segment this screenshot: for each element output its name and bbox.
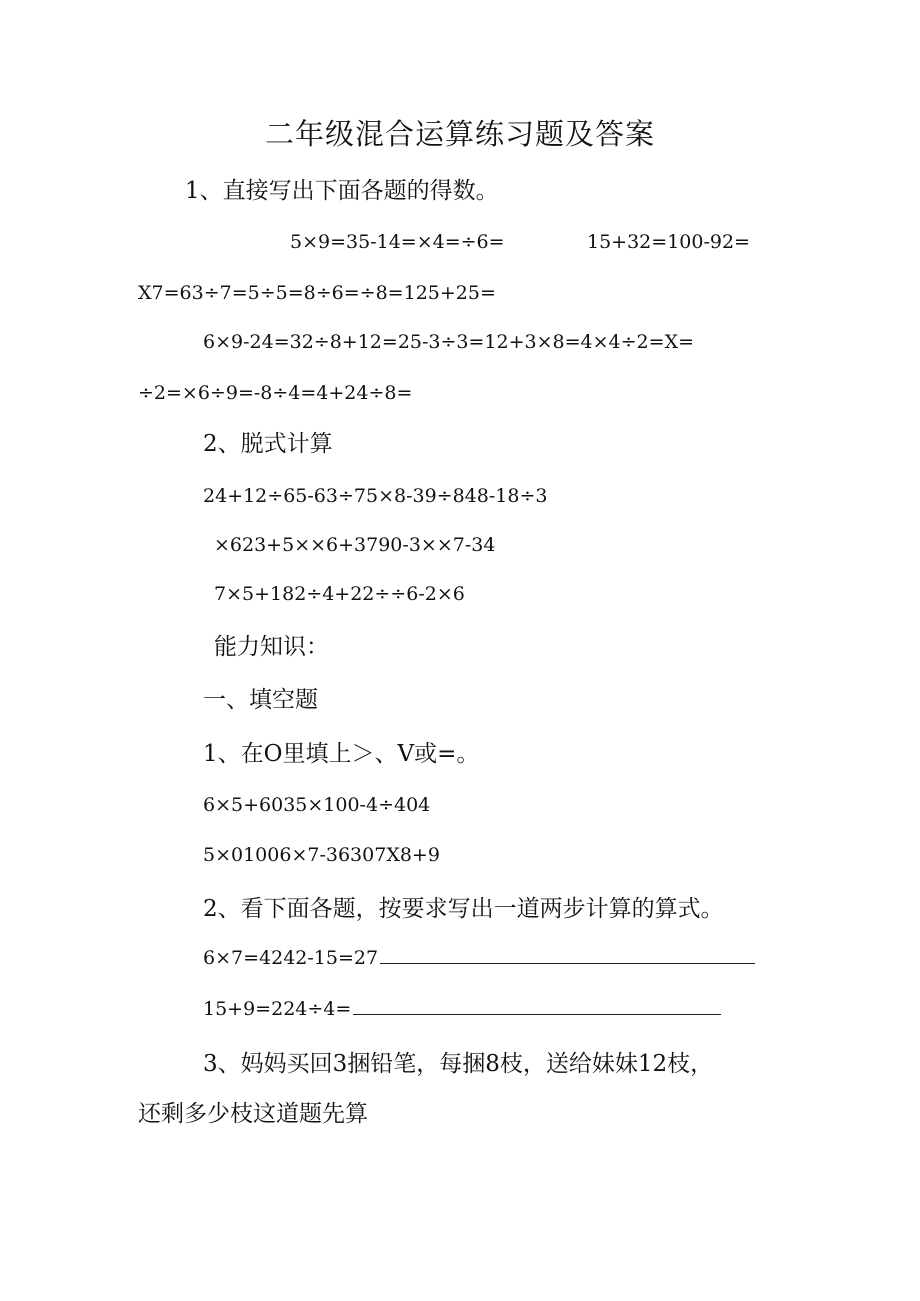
answer-blank-2 — [353, 1013, 721, 1015]
answer-blank-1 — [380, 962, 755, 964]
section2-heading: 2、脱式计算 — [203, 431, 333, 457]
section2-line1: 24+12÷65-63÷75×8-39÷848-18÷3 — [203, 485, 548, 507]
page-title: 二年级混合运算练习题及答案 — [264, 117, 655, 151]
q2-line1 — [203, 949, 755, 968]
ability-heading: 能力知识： — [214, 634, 329, 660]
section2-line2: ×623+5××6+3790-3××7-34 — [214, 534, 496, 556]
q1-text: 1、在O里填上＞、V或=。 — [203, 741, 480, 767]
q3-text: 3、妈妈买回3捆铅笔，每捆8枝，送给妹妹12枝， — [203, 1051, 714, 1077]
q2-line2-text: 15+9=224÷4= — [203, 998, 352, 1020]
part1-heading: 一、填空题 — [203, 687, 318, 713]
q3-text-continued: 还剩多少枝这道题先算 — [138, 1101, 368, 1127]
q2-line1-text: 6×7=4242-15=27 — [203, 947, 379, 969]
section1-line2: X7=63÷7=5÷5=8÷6=÷8=125+25= — [138, 282, 496, 304]
q1-line2: 5×01006×7-36307X8+9 — [203, 844, 440, 866]
q2-text: 2、看下面各题，按要求写出一道两步计算的算式。 — [203, 896, 724, 922]
section2-line3: 7×5+182÷4+22÷÷6-2×6 — [214, 583, 465, 605]
q1-line1: 6×5+6035×100-4÷404 — [203, 794, 431, 816]
section1-line1-right: 15+32=100-92= — [587, 231, 750, 253]
section1-line1-left: 5×9=35-14=×4=÷6= — [290, 231, 505, 253]
q2-line2 — [203, 1000, 721, 1019]
section1-heading: 1、直接写出下面各题的得数。 — [185, 178, 499, 204]
section1-line4: ÷2=×6÷9=-8÷4=4+24÷8= — [138, 382, 413, 404]
section1-line3: 6×9-24=32÷8+12=25-3÷3=12+3×8=4×4÷2=X= — [203, 331, 695, 353]
